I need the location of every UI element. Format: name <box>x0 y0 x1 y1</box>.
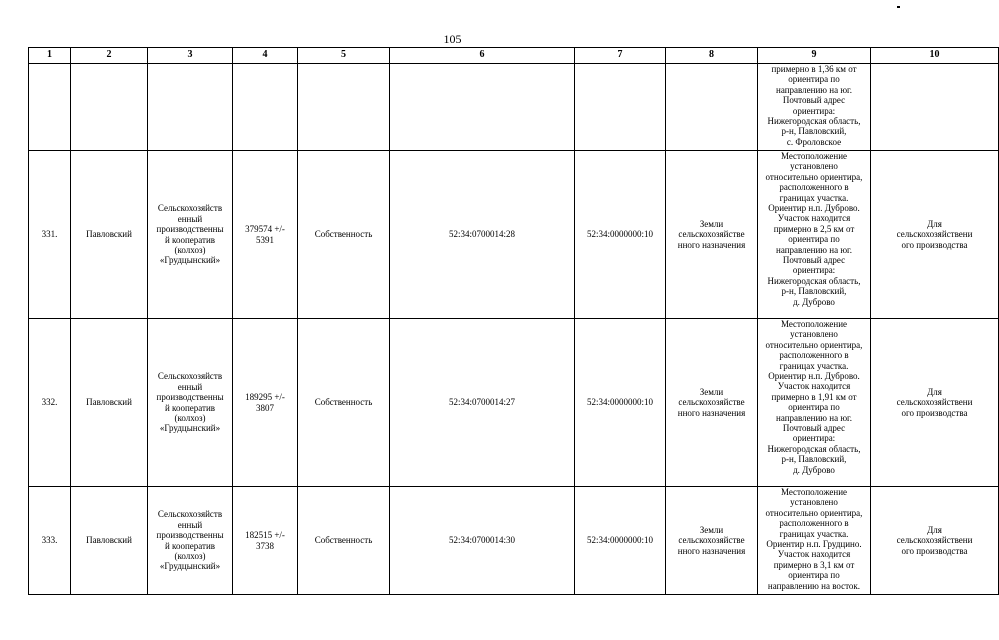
col-header-3: 3 <box>148 48 233 64</box>
parent-cadastral-cell: 52:34:0000000:10 <box>575 487 666 595</box>
cell-line: д. Дуброво <box>793 464 835 475</box>
cell-line: ориентира: <box>792 433 836 444</box>
cell-line: относительно ориентира, <box>765 171 863 182</box>
cell-line: 189295 +/- <box>245 392 285 403</box>
cadastral-number-cell: 52:34:0700014:30 <box>390 487 575 595</box>
cell-line: примерно в 1,91 км от <box>771 391 857 402</box>
cell-line: Участок находится <box>777 213 851 224</box>
cell-line: примерно в 3,1 км от <box>773 559 855 570</box>
cell-line: с. Фроловское <box>786 136 842 147</box>
cell-line: производственны <box>156 224 224 235</box>
cadastral-number-cell: 52:34:0700014:28 <box>390 151 575 319</box>
cell-line: установлено <box>790 161 838 172</box>
parent-cadastral-cell: 52:34:0000000:10 <box>575 151 666 319</box>
cell-line: Почтовый адрес <box>782 95 846 106</box>
cell-line: нного назначения <box>677 407 746 418</box>
page-number: 105 <box>443 32 462 46</box>
cell-line: Ориентир н.п. Дуброво. <box>768 371 860 382</box>
cell-line: 5391 <box>256 234 274 245</box>
area-cell <box>233 151 298 319</box>
cell-line: расположенного в <box>779 182 849 193</box>
cell-line: ориентира: <box>792 265 836 276</box>
col-header-1: 1 <box>29 48 71 64</box>
empty-cell <box>390 64 575 151</box>
cell-line: Земли <box>699 386 724 397</box>
parent-cadastral-cell: 52:34:0000000:10 <box>575 319 666 487</box>
cell-line: сельскохозяйствени <box>896 229 973 240</box>
cell-line: производственны <box>156 530 224 541</box>
cell-line: ориентира по <box>788 402 840 413</box>
cell-line: 182515 +/- <box>245 530 285 541</box>
empty-cell <box>233 64 298 151</box>
right-type-cell: Собственность <box>298 487 390 595</box>
location-cell <box>758 151 871 319</box>
cell-line: нного назначения <box>677 545 746 556</box>
cell-line: направлению на юг. <box>776 244 852 255</box>
right-type-cell: Собственность <box>298 151 390 319</box>
col-header-7: 7 <box>575 48 666 64</box>
right-type-cell: Собственность <box>298 319 390 487</box>
cell-line: сельскохозяйствени <box>896 535 973 546</box>
cell-line: относительно ориентира, <box>765 339 863 350</box>
cell-line: ориентира: <box>792 105 836 116</box>
cell-line: ориентира по <box>788 74 840 85</box>
cell-line: (колхоз) <box>174 244 206 255</box>
permitted-use-cell <box>871 319 999 487</box>
cell-line: ориентира по <box>788 234 840 245</box>
cell-line: Нижегородская область, <box>767 443 861 454</box>
location-cell <box>758 319 871 487</box>
cell-line: Ориентир н.п. Дуброво. <box>768 203 860 214</box>
land-plots-table <box>28 47 999 595</box>
cell-line: Для <box>927 524 942 535</box>
empty-cell <box>666 64 758 151</box>
empty-cell <box>148 64 233 151</box>
col-header-5: 5 <box>298 48 390 64</box>
cell-line: Земли <box>699 524 724 535</box>
col-header-6: 6 <box>390 48 575 64</box>
cell-line: сельскохозяйстве <box>678 229 745 240</box>
district-cell: Павловский <box>71 151 148 319</box>
empty-cell <box>29 64 71 151</box>
cell-line: Почтовый адрес <box>782 255 846 266</box>
cell-line: Для <box>927 218 942 229</box>
cell-line: Участок находится <box>777 381 851 392</box>
cell-line: Сельскохозяйств <box>157 509 223 520</box>
cell-line: границах участка. <box>779 360 849 371</box>
col-header-9: 9 <box>758 48 871 64</box>
col-header-8: 8 <box>666 48 758 64</box>
cell-line: Местоположение <box>780 319 848 329</box>
cell-line: енный <box>177 381 203 392</box>
district-cell: Павловский <box>71 487 148 595</box>
cell-line: 3807 <box>256 402 274 413</box>
permitted-use-cell <box>871 151 999 319</box>
corner-mark <box>897 6 900 8</box>
cell-line: направлению на юг. <box>776 84 852 95</box>
cell-line: производственны <box>156 392 224 403</box>
cell-line: Нижегородская область, <box>767 116 861 127</box>
row-number-cell: 331. <box>29 151 71 319</box>
continuation-row <box>29 64 999 151</box>
owner-cell <box>148 319 233 487</box>
location-cell <box>758 487 871 595</box>
district-cell: Павловский <box>71 319 148 487</box>
cell-line: ого производства <box>901 407 968 418</box>
cell-line: Почтовый адрес <box>782 423 846 434</box>
cell-line: енный <box>177 213 203 224</box>
cell-line: установлено <box>790 497 838 508</box>
cell-line: примерно в 2,5 км от <box>773 223 855 234</box>
cell-line: (колхоз) <box>174 550 206 561</box>
cell-line: й кооператив <box>164 402 216 413</box>
cell-line: Местоположение <box>780 487 848 497</box>
cell-line: Земли <box>699 218 724 229</box>
cell-line: ого производства <box>901 239 968 250</box>
area-cell <box>233 487 298 595</box>
row-number-cell: 332. <box>29 319 71 487</box>
cell-line: Нижегородская область, <box>767 275 861 286</box>
owner-cell <box>148 487 233 595</box>
table-row <box>29 487 999 595</box>
header-row <box>29 48 999 64</box>
area-cell <box>233 319 298 487</box>
cell-line: границах участка. <box>779 192 849 203</box>
col-header-4: 4 <box>233 48 298 64</box>
empty-cell <box>298 64 390 151</box>
cell-line: относительно ориентира, <box>765 507 863 518</box>
empty-cell <box>71 64 148 151</box>
cell-line: направлению на юг. <box>776 412 852 423</box>
cell-line: ого производства <box>901 545 968 556</box>
table-row <box>29 319 999 487</box>
cell-line: Для <box>927 386 942 397</box>
cell-line: примерно в 1,36 км от <box>771 64 857 74</box>
cell-line: расположенного в <box>779 350 849 361</box>
cell-line: Ориентир н.п. Грудцино. <box>766 539 862 550</box>
cell-line: р-н, Павловский, <box>781 286 847 297</box>
owner-cell <box>148 151 233 319</box>
cell-line: сельскохозяйствени <box>896 397 973 408</box>
cell-line: й кооператив <box>164 540 216 551</box>
cell-line: направлению на восток. <box>767 580 861 591</box>
location-cell <box>758 64 871 151</box>
cell-line: р-н, Павловский, <box>781 454 847 465</box>
cell-line: д. Дуброво <box>793 296 835 307</box>
cell-line: нного назначения <box>677 239 746 250</box>
cell-line: Сельскохозяйств <box>157 371 223 382</box>
table-row <box>29 151 999 319</box>
cell-line: сельскохозяйстве <box>678 397 745 408</box>
cell-line: 379574 +/- <box>245 224 285 235</box>
col-header-2: 2 <box>71 48 148 64</box>
row-number-cell: 333. <box>29 487 71 595</box>
empty-cell <box>575 64 666 151</box>
cell-line: границах участка. <box>779 528 849 539</box>
cell-line: расположенного в <box>779 518 849 529</box>
cell-line: р-н, Павловский, <box>781 126 847 137</box>
land-category-cell <box>666 151 758 319</box>
cell-line: Местоположение <box>780 151 848 161</box>
cell-line: Сельскохозяйств <box>157 203 223 214</box>
land-category-cell <box>666 319 758 487</box>
permitted-use-cell <box>871 487 999 595</box>
land-category-cell <box>666 487 758 595</box>
cell-line: (колхоз) <box>174 412 206 423</box>
cell-line: «Грудцынский» <box>159 561 221 572</box>
cell-line: 3738 <box>256 540 274 551</box>
empty-cell <box>871 64 999 151</box>
cadastral-number-cell: 52:34:0700014:27 <box>390 319 575 487</box>
cell-line: сельскохозяйстве <box>678 535 745 546</box>
cell-line: й кооператив <box>164 234 216 245</box>
col-header-10: 10 <box>871 48 999 64</box>
cell-line: установлено <box>790 329 838 340</box>
cell-line: ориентира по <box>788 570 840 581</box>
cell-line: Участок находится <box>777 549 851 560</box>
cell-line: енный <box>177 519 203 530</box>
cell-line: «Грудцынский» <box>159 423 221 434</box>
cell-line: «Грудцынский» <box>159 255 221 266</box>
